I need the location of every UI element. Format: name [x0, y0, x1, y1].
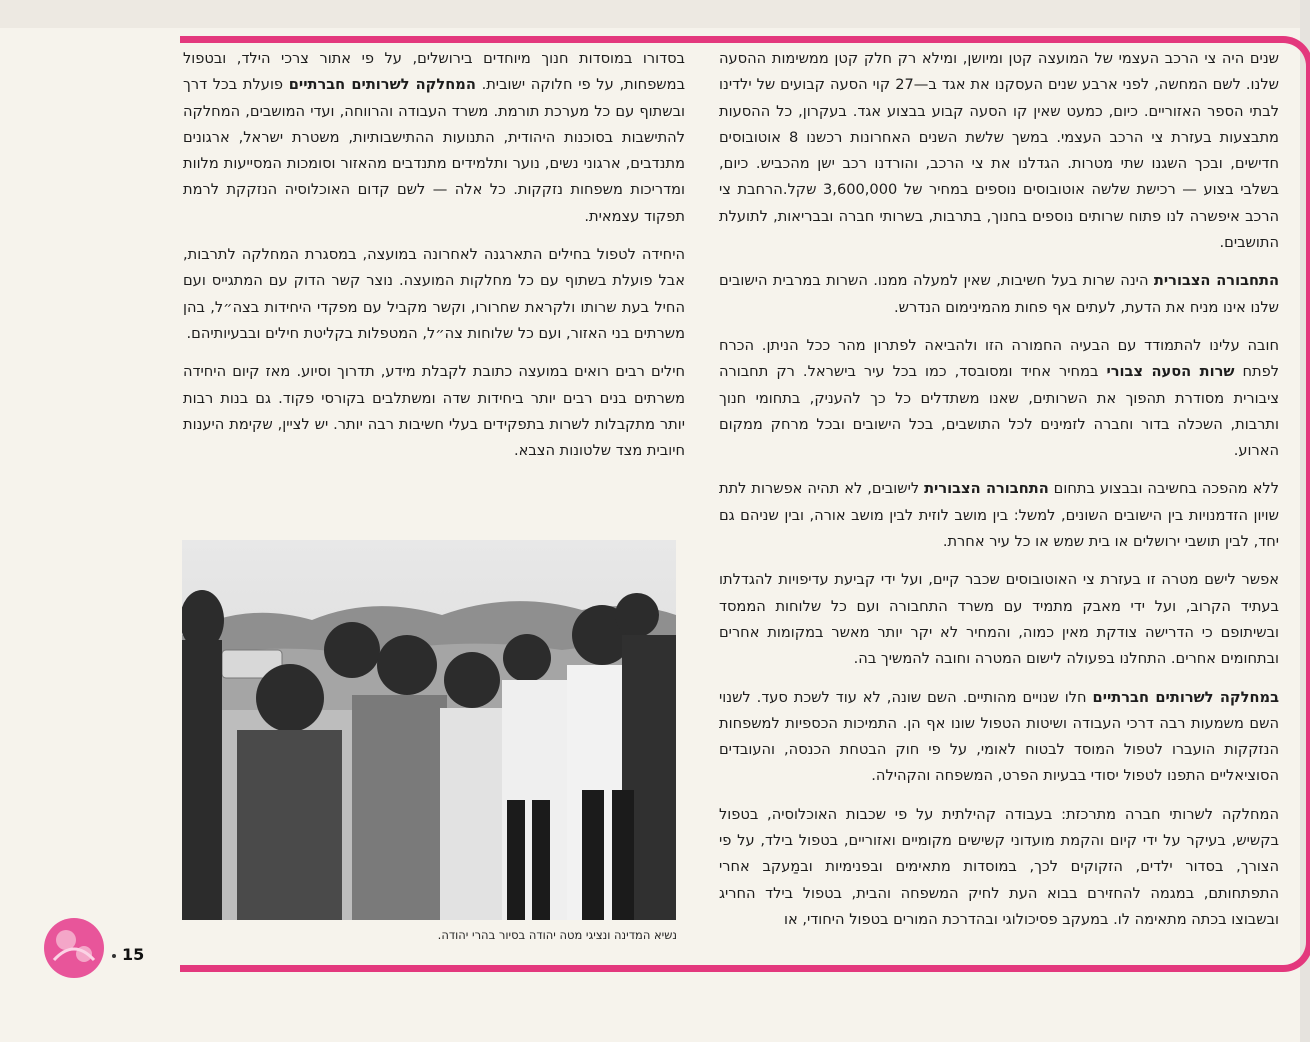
paragraph: [183, 359, 685, 464]
right-text-column: [719, 46, 1279, 945]
photo-group-of-men: [182, 540, 676, 920]
text-run: אפשר לישם מטרה זו בעזרת צי האוטובוסים שכבר קיים, ועל ידי קביעת עדיפויות להגדלתו בעתיד הקרוב, ועל ידי מאבק מתמיד עם משרד התחבורה ועם כל שלוחות הממסד ובשיתופם כי הדרישה צודקת מאין כמוה, והמחיר לא יקר יותר מאשר במקומות אחרים ובתחומים אחרים. התחלנו בפעולה לישום המטרה וחובה להמשיך בה.: [719, 571, 1279, 668]
page-number-dot: [112, 954, 116, 958]
photo-caption: נשיא המדינה ונציגי מטה יהודה בסיור בהרי יהודה.: [437, 928, 677, 942]
left-text-column: [183, 46, 685, 476]
paragraph: [719, 268, 1279, 321]
text-run: חילים רבים רואים במועצה כתובת לקבלת מידע, תדרוך וסיוע. מאז קיום היחידה משרתים בנים רבים יותר ביחידות שדה ומשתלבים בקורסי פקוד. גם בנות רבות יותר מתקבלות לשרות בתפקידים בעלי חשיבות רבה יותר. יש לציין, שקימת היענות חיובית מצד שלטונות הצבא.: [183, 363, 685, 460]
paragraph: [719, 802, 1279, 933]
bold-text: במחלקה לשרותים חברתיים: [1092, 688, 1279, 706]
text-run: במחיר אחיד ומסובסד, כמו בכל עיר בישראל. רק תחבורה ציבורית מסודרת תהפוך את השרותים, שאנו משתדלים כל כך להעניק, בתחומי חנוך ותרבות, השכלה בדור וחברה לזמינים לכל התושבים, בכל הישובים ובכל מרחק ממקום הארוע.: [719, 363, 1279, 460]
top-strip: [0, 0, 1310, 28]
text-run: היחידה לטפול בחילים התארגנה לאחרונה במועצה, במסגרת המחלקה לתרבות, אבל פועלת בשתוף עם כל מחלקות המועצה. נוצר קשר הדוק עם המתגייס ועם החיל בעת שרותו ולקראת שחרורו, וקשר מקביל עם מפקדי היחידות בצה״ל, בהן משרתים בני האזור, ועם כל שלוחות צה״ל, המטפלות בקליטת חילים ובבעיותיהם.: [183, 246, 685, 342]
text-run: פועלת בכל דרך ובשתוף עם כל מערכת תורמת. משרד העבודה והרווחה, ועדי המושבים, המחלקה להתישבות בסוכנות היהודית, התנועות ההתישבותיות, משטרת ישראל, ארגונים מתנדבים, ארגוני נשים, נוער ותלמידים מתנדבים מהאזור וסומכות המסייעות מלוות ומדריכות משפחות נזקקות. כל אלה — לשם קדום האוכלוסיה הנזקקת לרמת תפקוד עצמאית.: [183, 76, 685, 225]
photo-illustration: [182, 540, 676, 920]
bold-text: המחלקה לשרותים חברתיים: [288, 76, 476, 94]
text-run: לישובים, לא תהיה אפשרות לתת שויון הזדמנויות בין הישובים השונים, למשל: בין מושב לוזית לבין מושב אורה, ובין שניהם גם יחד, לבין תושבי ירושלים או בית שמש או כל עיר אחרת.: [719, 480, 1279, 551]
text-run: חלו שנויים מהותיים. השם שונה, לא עוד לשכת סעד. לשנוי השם משמעות רבה דרכי העבודה ושיטות הטפול שונו אף הן. התמיכות הכספיות למשפחות הנזקקות הועברו לטפול המוסד לבטוח לאומי, על פי חוק הבטחת הכנסה, והעובדים הסוציאליים התפנו לטפול יסודי בבעיות הפרט, המשפחה והקהילה.: [719, 688, 1279, 785]
paragraph: [719, 333, 1279, 464]
paragraph: [719, 476, 1279, 555]
bold-text: התחבורה הצבורית: [1153, 272, 1279, 290]
paragraph: [719, 685, 1279, 790]
text-run: בסדורו במוסדות חנוך מיוחדים בירושלים, על פי אתור צרכי הילד, ובטפול במשפחות, על פי חלוקה ישובית.: [183, 50, 685, 94]
page-number: 15: [122, 945, 145, 964]
text-run: ללא מהפכה בחשיבה ובבצוע בתחום: [1048, 480, 1279, 498]
paragraph: [183, 46, 685, 230]
text-run: המחלקה לשרותי חברה מתרכזת: בעבודה קהילתית על פי שכבות האוכלוסיה, בטפול בקשיש, בעיקר על ידי קיום והקמת מועדוני קשישים מקומיים ואזוריים, בטפול בילד, על פי הצורך, בסדור ילדים, הזקוקים לכך, במוסדות מתאימים ובפנימיות ובמַעקב אחרי התפתחותם, במגמה להחזירם בבוא העת לחיק המשפחה והבית, בטפול בילד החריג ובשבוצו בכתה מתאימה לו. במעקב פסיכולוגי ובהדרכת המורים בטפול היחודי, או: [719, 805, 1279, 928]
paragraph: [719, 567, 1279, 672]
paragraph: [719, 46, 1279, 256]
text-run: חובה עלינו להתמודד עם הבעיה החמורה הזו ולהביאה לפתרון מהר ככל הניתן. הכרח לפתח: [719, 336, 1279, 381]
bold-text: שרות הסעה צבורי: [1106, 363, 1235, 381]
regional-council-logo-icon: [34, 908, 114, 988]
text-run: הינה שרות בעל חשיבות, שאין למעלה ממנו. השרות במרבית הישובים שלנו אינו מניח את הדעת, לעתים אף פחות מהמינימום הנדרש.: [719, 272, 1279, 316]
paragraph: [183, 242, 685, 347]
bold-text: התחבורה הצבורית: [924, 480, 1049, 498]
text-run: שנים היה צי הרכב העצמי של המועצה קטן ומיושן, ומילא רק חלק קטן ממשימות ההסעה שלנו. לשם המחשה, לפני ארבע שנים העסקנו את אגד ב—27 קוי הסעה קבועים של ילדינו לבתי הספר האזוריים. כיום, כמעט שאין קו הסעה קבוע בבצוע אגד. בעקרון, כל ההסעות מתבצעות בעזרת צי הרכב העצמי. במשך שלשת השנים האחרונות רכשנו 8 אוטובוסים חדישים, ובכך השגנו שתי מטרות. הגדלנו את צי הרכב, והורדנו רכב ישן מהכביש. כיום, בשלבי בצוע — רכישת שלשה אוטובוסים נוספים במחיר של 3,600,000 שקל.הרחבת צי הרכב איפשרה לנו פתוח שרותים נוספים בחנוך, בתרבות, בשרותי חברה ובבריאות, לתועלת התושבים.: [719, 50, 1279, 252]
